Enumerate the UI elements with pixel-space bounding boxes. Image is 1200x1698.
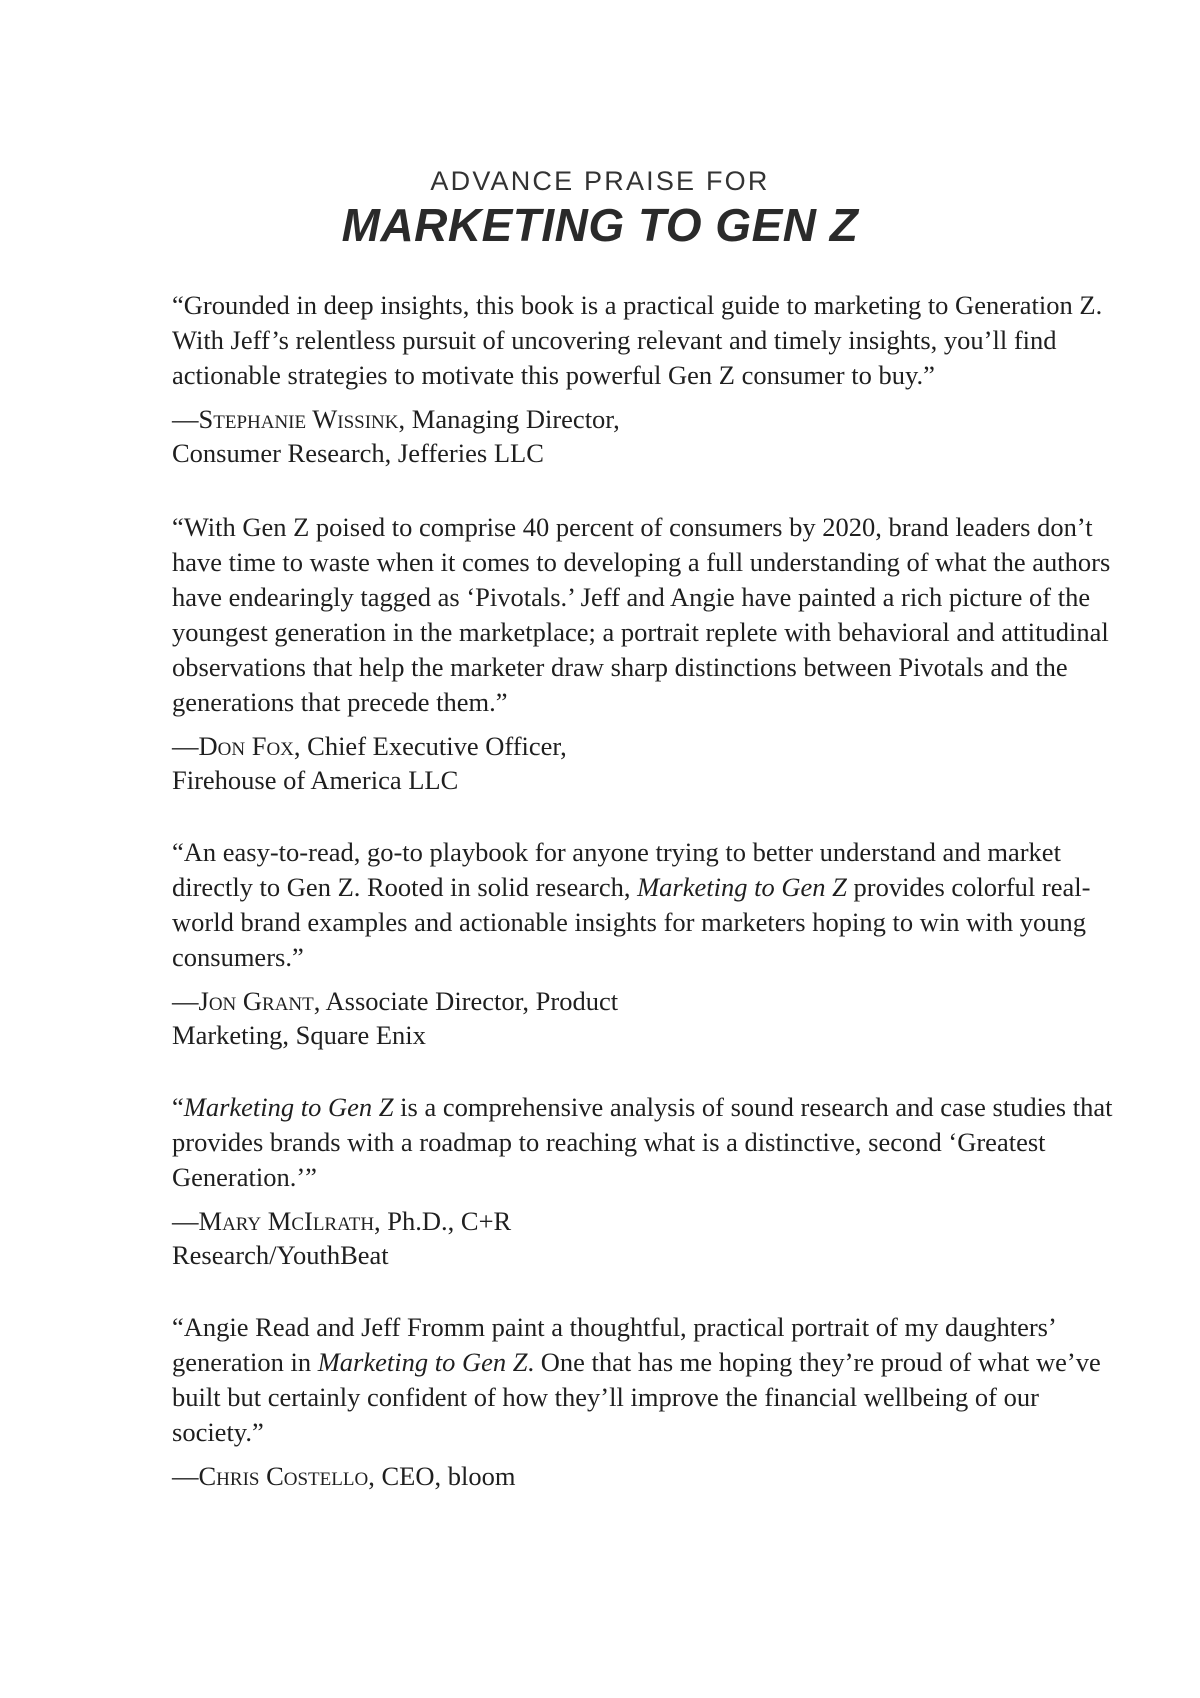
attribution-name: Don Fox [198,731,294,761]
quote-text: “With Gen Z poised to comprise 40 percent of consumers by 2020, brand leaders don’t have time to waste when it comes to developing a full understanding of what the authors have endearingly tagged as ‘Pivotals.’ Jeff and Angie have painted a rich picture of the youngest generation in the marketplace; a portrait replete with behavioral and attitudinal observations that help the marketer draw sharp distinctions between Pivotals and the generations that precede them.” [172,512,1111,717]
attribution-dash: — [172,404,199,434]
attribution-name: Chris Costello [198,1461,369,1491]
book-title: MARKETING TO GEN Z [341,199,859,251]
praise-quote [172,1090,1122,1272]
quote-text-part: “ [172,1092,184,1122]
praise-quote [172,510,1122,797]
attribution-dash: — [172,1461,199,1491]
attribution-organization: Marketing, Square Enix [172,1020,426,1050]
attribution-role: , Managing Director, [398,404,620,434]
book-title-reference: Marketing to Gen Z [637,872,847,902]
praise-quotes [172,288,1122,1493]
quote-text: “Grounded in deep insights, this book is a practical guide to marketing to Generation Z. With Jeff’s relentless pursuit of uncovering relevant and timely insights, you’ll find actionable strategies to motivate this powerful Gen Z consumer to buy.” [172,290,1103,390]
attribution-organization: Firehouse of America LLC [172,765,459,795]
quote-text-part: . One that has me hoping they’re proud of what we’ve built but certainly confident of how they’ll improve the financial wellbeing of our society.” [172,1347,1101,1447]
attribution-dash: — [172,731,199,761]
quote-text-part: “Angie Read and Jeff Fromm paint a thoughtful, practical portrait of my daughters’ generation in [172,1312,1055,1377]
attribution-role: , Associate Director, Product [313,986,619,1016]
quote-text [172,1310,1122,1450]
praise-quote [172,288,1122,470]
quote-text-part: provides colorful real-world brand examples and actionable insights for marketers hoping to win with young consumers.” [172,872,1091,972]
book-title-reference: Marketing to Gen Z [183,1092,394,1122]
attribution-role: , Ph.D., C+R [374,1206,512,1236]
quote-attribution [172,729,1122,797]
book-title-reference: Marketing to Gen Z [317,1347,528,1377]
attribution-organization: Consumer Research, Jefferies LLC [172,438,544,468]
attribution-dash: — [172,1206,199,1236]
quote-text-part: “An easy-to-read, go-to playbook for anyone trying to better understand and market directly to Gen Z. Rooted in solid research, [172,837,1061,902]
attribution-name: Stephanie Wissink [198,404,399,434]
quote-text-part: is a comprehensive analysis of sound research and case studies that provides brands with a roadmap to reaching what is a distinctive, second ‘Greatest Generation.’” [172,1092,1113,1192]
page-heading [0,165,1200,253]
quote-attribution [172,402,1122,470]
quote-text [172,1090,1122,1195]
attribution-role: , Chief Executive Officer, [293,731,567,761]
quote-attribution [172,1459,1122,1493]
praise-quote [172,1310,1122,1493]
attribution-name: Jon Grant [198,986,314,1016]
quote-attribution [172,984,1122,1052]
attribution-dash: — [172,986,199,1016]
attribution-role: , CEO, bloom [368,1461,516,1491]
attribution-name: Mary McIlrath [198,1206,375,1236]
quote-attribution [172,1204,1122,1272]
quote-text [172,835,1122,975]
attribution-organization: Research/YouthBeat [172,1240,389,1270]
heading-kicker: ADVANCE PRAISE FOR [430,166,770,196]
praise-quote [172,835,1122,1052]
